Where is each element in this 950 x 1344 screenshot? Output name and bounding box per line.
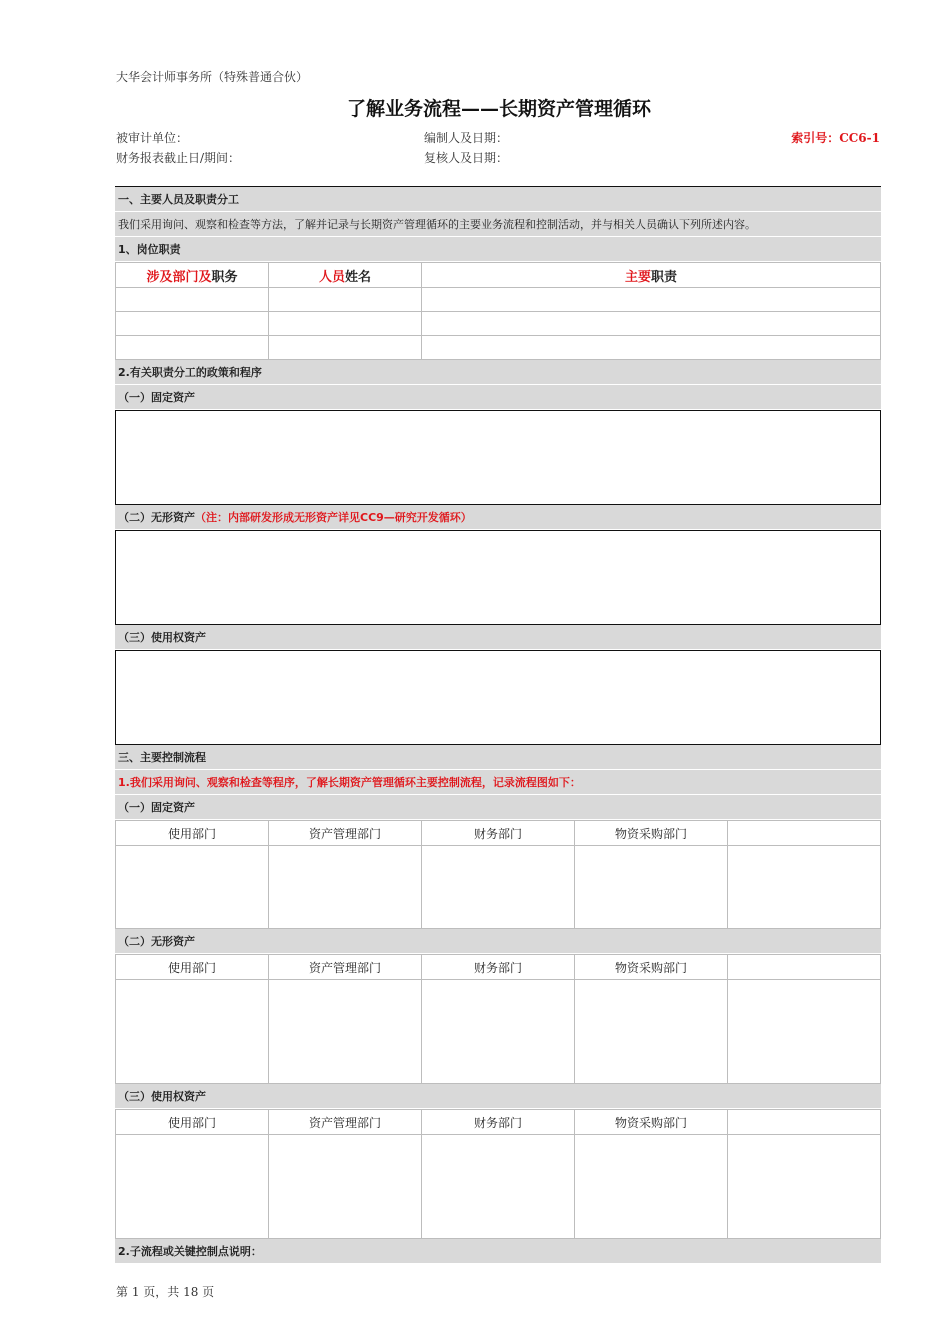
flow-header-finance-dept: 财务部门	[422, 821, 575, 846]
reviewer-label: 复核人及日期：	[424, 151, 509, 165]
table-cell[interactable]	[269, 288, 422, 312]
policy-rou-assets-title: （三）使用权资产	[115, 625, 881, 650]
flow-header-finance-dept: 财务部门	[422, 1110, 575, 1135]
table-cell[interactable]	[422, 288, 881, 312]
flow-cell[interactable]	[728, 980, 881, 1084]
worksheet	[115, 186, 881, 1264]
index-number: 索引号：CC6-1	[791, 131, 880, 145]
flow-fixed-assets-table	[115, 820, 881, 929]
flow-cell[interactable]	[575, 980, 728, 1084]
flow-header-blank	[728, 955, 881, 980]
flow-cell[interactable]	[575, 846, 728, 929]
flow-cell[interactable]	[269, 1135, 422, 1239]
flow-cell[interactable]	[728, 1135, 881, 1239]
firm-name: 大华会计师事务所（特殊普通合伙）	[116, 70, 309, 84]
flow-header-user-dept: 使用部门	[116, 1110, 269, 1135]
flow-header-user-dept: 使用部门	[116, 821, 269, 846]
flow-intangible-assets-title: （二）无形资产	[115, 929, 881, 954]
table-cell[interactable]	[422, 312, 881, 336]
flow-cell[interactable]	[422, 846, 575, 929]
intangible-note: （注：内部研发形成无形资产详见CC9—研究开发循环）	[195, 511, 472, 524]
policy-fixed-assets-title: （一）固定资产	[115, 385, 881, 410]
flow-cell[interactable]	[116, 980, 269, 1084]
flow-cell[interactable]	[269, 980, 422, 1084]
period-label: 财务报表截止日/期间：	[116, 151, 241, 165]
flow-header-procurement-dept: 物资采购部门	[575, 1110, 728, 1135]
header-department: 涉及部门及职务	[116, 263, 269, 288]
flow-header-asset-dept: 资产管理部门	[269, 821, 422, 846]
header-name: 人员姓名	[269, 263, 422, 288]
control-points-title: 2.子流程或关键控制点说明：	[115, 1239, 881, 1264]
policy-rou-assets-box[interactable]	[115, 650, 881, 745]
policy-intangible-assets-box[interactable]	[115, 530, 881, 625]
table-cell[interactable]	[116, 288, 269, 312]
table-cell[interactable]	[269, 336, 422, 360]
flow-rou-assets-table	[115, 1109, 881, 1239]
flow-header-procurement-dept: 物资采购部门	[575, 821, 728, 846]
policy-fixed-assets-box[interactable]	[115, 410, 881, 505]
section1-intro: 我们采用询问、观察和检查等方法，了解并记录与长期资产管理循环的主要业务流程和控制活动，并与相关人员确认下列所述内容。	[115, 212, 881, 237]
table-cell[interactable]	[422, 336, 881, 360]
table-cell[interactable]	[116, 312, 269, 336]
flow-header-finance-dept: 财务部门	[422, 955, 575, 980]
flow-fixed-assets-title: （一）固定资产	[115, 795, 881, 820]
flow-cell[interactable]	[116, 846, 269, 929]
flow-header-asset-dept: 资产管理部门	[269, 1110, 422, 1135]
header-duties: 主要职责	[422, 263, 881, 288]
page-number: 第 1 页，共 18 页	[116, 1285, 215, 1299]
flow-cell[interactable]	[422, 980, 575, 1084]
table-cell[interactable]	[116, 336, 269, 360]
page-title: 了解业务流程——长期资产管理循环	[346, 98, 651, 120]
preparer-label: 编制人及日期：	[424, 131, 509, 145]
table-cell[interactable]	[269, 312, 422, 336]
flow-rou-assets-title: （三）使用权资产	[115, 1084, 881, 1109]
section3-title: 三、主要控制流程	[115, 745, 881, 770]
policies-title: 2.有关职责分工的政策和程序	[115, 360, 881, 385]
flow-cell[interactable]	[116, 1135, 269, 1239]
flow-cell[interactable]	[575, 1135, 728, 1239]
flow-header-user-dept: 使用部门	[116, 955, 269, 980]
flow-cell[interactable]	[269, 846, 422, 929]
job-duties-table	[115, 262, 881, 360]
policy-intangible-assets-title: （二）无形资产（注：内部研发形成无形资产详见CC9—研究开发循环）	[115, 505, 881, 530]
flow-header-asset-dept: 资产管理部门	[269, 955, 422, 980]
flow-header-procurement-dept: 物资采购部门	[575, 955, 728, 980]
section1-title: 一、主要人员及职责分工	[115, 187, 881, 212]
flow-header-blank	[728, 821, 881, 846]
audited-unit-label: 被审计单位：	[116, 131, 189, 145]
flow-intangible-assets-table	[115, 954, 881, 1084]
section3-instruction: 1.我们采用询问、观察和检查等程序，了解长期资产管理循环主要控制流程，记录流程图如下：	[115, 770, 881, 795]
flow-header-blank	[728, 1110, 881, 1135]
job-duties-title: 1、岗位职责	[115, 237, 881, 262]
flow-cell[interactable]	[422, 1135, 575, 1239]
flow-cell[interactable]	[728, 846, 881, 929]
